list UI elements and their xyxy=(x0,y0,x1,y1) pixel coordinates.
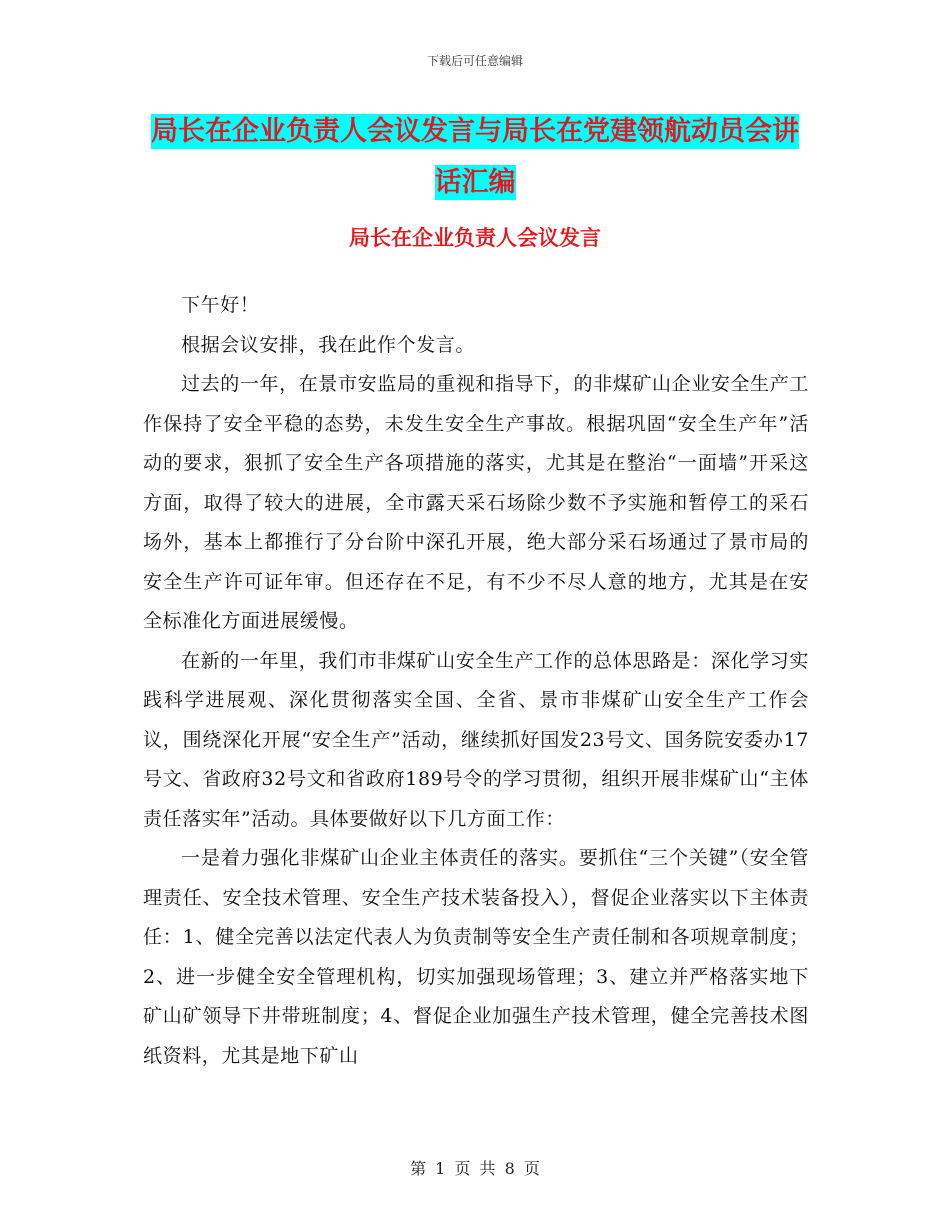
page-number: 第 1 页 共 8 页 xyxy=(410,1159,540,1178)
document-title-text: 局长在企业负责人会议发言与局长在党建领航动员会讲话汇编 xyxy=(151,116,799,198)
document-title xyxy=(140,108,810,210)
paragraph: 下午好！ xyxy=(181,294,260,316)
document-body xyxy=(143,286,809,1076)
section-title: 局长在企业负责人会议发言 xyxy=(349,226,601,250)
paragraph: 在新的一年里，我们市非煤矿山安全生产工作的总体思路是：深化学习实践科学进展观、深化贯彻落实全国、全省、景市非煤矿山安全生产工作会议，围绕深化开展“安全生产”活动，继续抓好国发23号文、国务院安委办17号文、省政府32号文和省政府189号令的学习贯彻，组织开展非煤矿山“主体责任落实年”活动。具体要做好以下几方面工作： xyxy=(143,649,809,830)
paragraph: 根据会议安排，我在此作个发言。 xyxy=(181,333,476,356)
paragraph: 过去的一年，在景市安监局的重视和指导下，的非煤矿山企业安全生产工作保持了安全平稳的态势，未发生安全生产事故。根据巩固“安全生产年”活动的要求，狠抓了安全生产各项措施的落实，尤其是在整治“一面墙”开采这方面，取得了较大的进展，全市露天采石场除少数不予实施和暂停工的采石场外，基本上都推行了分台阶中深孔开展，绝大部分采石场通过了景市局的安全生产许可证年审。但还存在不足，有不少不尽人意的地方，尤其是在安全标准化方面进展缓慢。 xyxy=(143,373,809,632)
page-header-note: 下载后可任意编辑 xyxy=(426,54,523,68)
paragraph: 一是着力强化非煤矿山企业主体责任的落实。要抓住“三个关键”（安全管理责任、安全技术管理、安全生产技术装备投入），督促企业落实以下主体责任：1、健全完善以法定代表人为负责制等安全生产责任制和各项规章制度；2、进一步健全安全管理机构，切实加强现场管理；3、建立并严格落实地下矿山矿领导下井带班制度；4、督促企业加强生产技术管理，健全完善技术图纸资料，尤其是地下矿山 xyxy=(143,847,809,1067)
